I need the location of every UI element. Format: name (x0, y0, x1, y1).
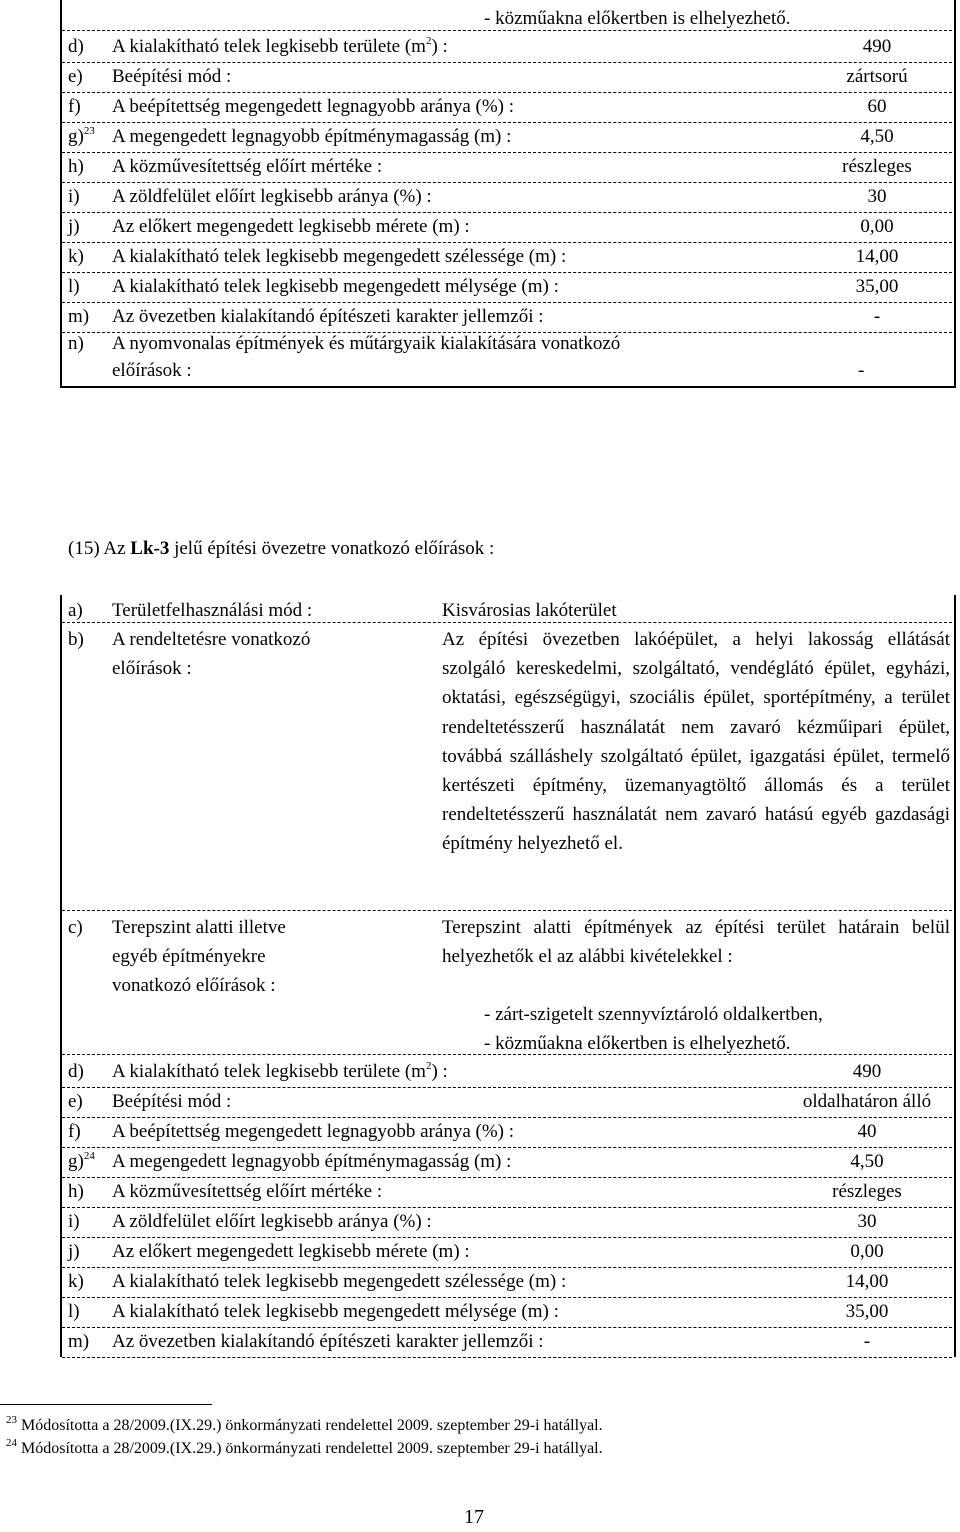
row-key: n) (68, 333, 84, 354)
row-value: 35,00 (845, 1301, 889, 1322)
row-label (68, 306, 544, 328)
underground-text (442, 913, 950, 971)
table-row (62, 122, 952, 153)
table-row (62, 1297, 952, 1328)
row-key: j) (68, 216, 80, 237)
heading-suffix: jelű építési övezetre vonatkozó előírások : (169, 538, 495, 559)
table-row (62, 182, 952, 213)
row-key: d) (68, 1061, 84, 1082)
row-label (68, 66, 231, 88)
row-label (68, 1121, 514, 1143)
row-value: 4,50 (850, 1151, 884, 1172)
row-label-text: Az övezetben kialakítandó építészeti karakter jellemzői : (112, 1331, 544, 1352)
unit-superscript: 2 (425, 1060, 432, 1072)
row-label (68, 186, 432, 208)
row-key: i) (68, 1211, 80, 1232)
row-label (68, 1241, 470, 1263)
table-row (62, 302, 952, 333)
row-label (68, 246, 566, 268)
row-label-suffix: ) : (431, 36, 448, 57)
section-heading (68, 538, 494, 560)
table-row (62, 272, 952, 303)
table-row (62, 1327, 952, 1358)
row-value: 4,50 (860, 126, 894, 147)
row-value: 14,00 (845, 1271, 889, 1292)
row-value: 40 (857, 1121, 877, 1142)
row-label-text: A kialakítható telek legkisebb megengedett szélessége (m) : (112, 246, 567, 267)
table-row (62, 242, 952, 273)
table-row (62, 1207, 952, 1238)
table-row (62, 152, 952, 183)
row-key: c) (68, 917, 83, 938)
heading-prefix: (15) Az (68, 538, 131, 559)
row-label: A nyomvonalas építmények és műtárgyaik kialakítására vonatkozó (112, 333, 621, 354)
footnote-number: 23 (6, 1414, 17, 1426)
row-key: k) (68, 1271, 84, 1292)
row-value: 30 (867, 186, 887, 207)
footnote-ref: 23 (83, 125, 95, 137)
row-label (68, 1061, 448, 1083)
row-label-text: A megengedett legnagyobb építménymagasság (m) : (112, 126, 512, 147)
row-label-text: Az előkert megengedett legkisebb mérete (m) : (112, 1241, 470, 1262)
divider (62, 910, 952, 911)
table-row (62, 1267, 952, 1298)
row-label-text: A közművesítettség előírt mértéke : (112, 156, 383, 177)
row-n-value: - (858, 360, 865, 381)
row-value: 14,00 (855, 246, 899, 267)
row-value: - (863, 1331, 871, 1352)
row-value: részleges (832, 1181, 902, 1202)
intro-line: - közműakna előkertben is elhelyezhető. (484, 8, 791, 29)
table-row (62, 212, 952, 243)
row-n-label-2: előírások : (112, 360, 192, 381)
row-label (68, 126, 511, 148)
row-value: 490 (862, 36, 892, 57)
row-value: 30 (857, 1211, 877, 1232)
underground-paragraph: Terepszint alatti építmények az építési terület határain belül helyezhetők el az alábbi kivételekkel : (442, 917, 950, 968)
row-label (68, 96, 514, 118)
row-label (68, 1181, 382, 1203)
row-label: Terepszint alatti illetve (112, 917, 286, 938)
row-label-text: A kialakítható telek legkisebb megengedett mélysége (m) : (112, 1301, 559, 1322)
row-key-wrap (68, 126, 112, 148)
footnote-ref: 24 (83, 1150, 95, 1162)
table-row (62, 32, 952, 63)
row-label-3: vonatkozó előírások : (112, 975, 276, 996)
row-key: k) (68, 246, 84, 267)
row-key: j) (68, 1241, 80, 1262)
footnote-24 (6, 1437, 603, 1458)
usage-text (442, 625, 950, 859)
row-key: f) (68, 1121, 81, 1142)
exception-item-2: - közműakna előkertben is elhelyezhető. (484, 1033, 791, 1054)
row-label-text: A kialakítható telek legkisebb területe (m (112, 36, 426, 57)
row-key: h) (68, 1181, 84, 1202)
row-key: l) (68, 1301, 80, 1322)
row-label-text: Beépítési mód : (112, 1091, 232, 1112)
row-label-text: A zöldfelület előírt legkisebb aránya (%) : (112, 186, 432, 207)
row-label (68, 156, 382, 178)
row-label (68, 1271, 566, 1293)
row-key: e) (68, 1091, 83, 1112)
table-row (62, 1177, 952, 1208)
row-label (68, 1301, 559, 1323)
row-label (68, 1211, 432, 1233)
row-value: 0,00 (860, 216, 894, 237)
divider (62, 622, 952, 623)
table-row (62, 92, 952, 123)
row-label (68, 1331, 544, 1353)
row-label-text: A kialakítható telek legkisebb megengedett mélysége (m) : (112, 276, 559, 297)
footnote-text: Módosította a 28/2009.(IX.29.) önkormányzati rendelettel 2009. szeptember 29-i hatállyal. (21, 1440, 603, 1457)
row-key: l) (68, 276, 80, 297)
row-label-2: egyéb építményekre (112, 946, 266, 967)
row-key: i) (68, 186, 80, 207)
footnote-number: 24 (6, 1437, 17, 1449)
row-value: zártsorú (846, 66, 908, 87)
usage-paragraph: Az építési övezetben lakóépület, a helyi lakosság ellátását szolgáló kereskedelmi, szolgáltató, vendéglátó épület, egyházi, oktatási, egészségügyi, szociális épület, sportépítmény, a terület rendeltetésszerű használatát nem zavaró kézműipari épület, továbbá szálláshely szolgáltató épület, igazgatási épület, termelő kertészeti építmény, üzemanyagtöltő állomás és a terület rendeltetésszerű használatát nem zavaró hatású egyéb gazdasági építmény helyezhető el. (442, 629, 950, 855)
row-label: Területfelhasználási mód : (112, 600, 313, 621)
row-label-text: Az előkert megengedett legkisebb mérete (m) : (112, 216, 470, 237)
row-label (68, 1151, 511, 1173)
row-label-text: Beépítési mód : (112, 66, 232, 87)
row-label-text: A megengedett legnagyobb építménymagasság (m) : (112, 1151, 512, 1172)
row-n (68, 333, 620, 355)
footnote-23 (6, 1414, 603, 1435)
row-value: 60 (867, 96, 887, 117)
footnote-text: Módosította a 28/2009.(IX.29.) önkormányzati rendelettel 2009. szeptember 29-i hatállyal. (21, 1417, 603, 1434)
row-label-suffix: ) : (431, 1061, 448, 1082)
row-key: g) (68, 1151, 84, 1172)
exception-item-1: - zárt-szigetelt szennyvíztároló oldalkertben, (484, 1004, 823, 1025)
table-row (62, 1057, 952, 1088)
row-label-text: Az övezetben kialakítandó építészeti karakter jellemzői : (112, 306, 544, 327)
row-label-text: A közművesítettség előírt mértéke : (112, 1181, 383, 1202)
row-label (68, 216, 470, 238)
row-label (68, 36, 448, 58)
row-label-2: előírások : (112, 658, 192, 679)
footnote-separator (0, 1404, 212, 1405)
table-row (62, 1237, 952, 1268)
row-key: g) (68, 126, 84, 147)
table-row (62, 1147, 952, 1178)
row-label-text: A beépítettség megengedett legnagyobb aránya (%) : (112, 1121, 515, 1142)
row-label (68, 1091, 231, 1113)
row-label-text: A zöldfelület előírt legkisebb aránya (%) : (112, 1211, 432, 1232)
row-key: f) (68, 96, 81, 117)
divider (62, 30, 952, 31)
row-key-wrap (68, 1151, 112, 1173)
row-label-text: A kialakítható telek legkisebb területe (m (112, 1061, 426, 1082)
divider (62, 1054, 952, 1055)
table-row (62, 1117, 952, 1148)
unit-superscript: 2 (425, 35, 432, 47)
row-key: a) (68, 600, 83, 621)
row-label: A rendeltetésre vonatkozó (112, 629, 311, 650)
row-value: részleges (842, 156, 912, 177)
table-row (62, 1087, 952, 1118)
row-value: oldalhatáron álló (802, 1091, 932, 1112)
row-key: m) (68, 1331, 90, 1352)
row-label-text: A kialakítható telek legkisebb megengedett szélessége (m) : (112, 1271, 567, 1292)
row-label-text: A beépítettség megengedett legnagyobb aránya (%) : (112, 96, 515, 117)
row-key: d) (68, 36, 84, 57)
row-key: m) (68, 306, 90, 327)
row-key: e) (68, 66, 83, 87)
row-key: b) (68, 629, 84, 650)
row-value: 35,00 (855, 276, 899, 297)
row-key: h) (68, 156, 84, 177)
row-label (68, 276, 559, 298)
row-value: 0,00 (850, 1241, 884, 1262)
page-number: 17 (464, 1506, 484, 1528)
table-row (62, 62, 952, 93)
land-use-value: Kisvárosias lakóterület (442, 600, 617, 621)
row-value: - (873, 306, 881, 327)
row-value: 490 (852, 1061, 882, 1082)
heading-zone-code: Lk-3 (130, 538, 170, 559)
